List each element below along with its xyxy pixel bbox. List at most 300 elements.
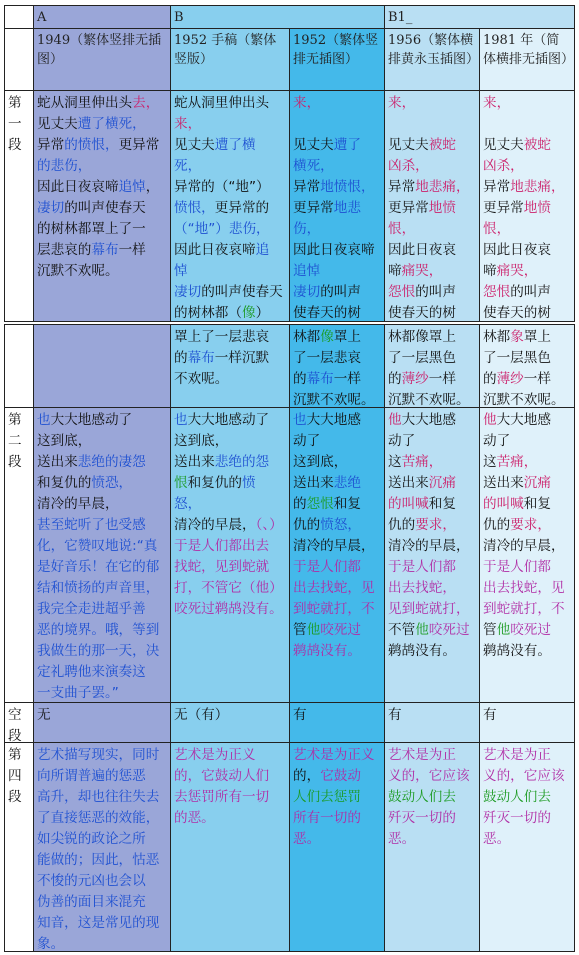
text-segment: 的愤恨， xyxy=(64,137,119,153)
text-segment: 艺术是为正 xyxy=(388,747,456,763)
text-segment: 大大地感动了 xyxy=(50,412,133,428)
text-segment: 象 xyxy=(510,329,524,345)
cell-line xyxy=(483,829,571,850)
text-segment: 怨恨 xyxy=(306,496,334,512)
text-segment: 不管 xyxy=(388,622,416,638)
cell-line xyxy=(483,808,571,829)
text-segment: 送出来 xyxy=(37,454,78,470)
text-segment: 沉痛 xyxy=(523,475,551,491)
text-segment: 向所谓普遍的惩恶 xyxy=(37,768,146,784)
cell-line xyxy=(483,348,571,369)
cell-line xyxy=(388,135,476,156)
cell-line xyxy=(174,766,286,787)
cell-line xyxy=(293,93,381,114)
text-segment: 痛哭， xyxy=(496,263,538,279)
cell-line xyxy=(37,766,167,787)
text-segment: 所有一切的 xyxy=(293,810,361,826)
cell-line xyxy=(293,829,381,850)
text-segment: 了直接惩恶的效能， xyxy=(37,810,160,826)
row-label-p2: 第二段 xyxy=(4,407,34,703)
cell-line xyxy=(37,410,167,431)
cell-line xyxy=(483,452,571,473)
p4-b1952 xyxy=(289,742,385,952)
p1cont-b1952-manuscript xyxy=(170,324,290,408)
cell-line xyxy=(388,219,476,240)
text-segment: 结和愤扬的声音里， xyxy=(37,580,160,596)
text-segment: 高升，却也往往失去 xyxy=(37,789,160,805)
text-segment: 见丈夫 xyxy=(293,137,334,153)
text-segment: 被蛇 xyxy=(428,137,456,153)
text-segment: 薄纱 xyxy=(496,371,524,387)
cell-line xyxy=(293,177,381,198)
text-segment: 的叫声使春天 xyxy=(64,200,146,216)
text-segment: 更异常 xyxy=(118,137,160,153)
text-segment: 的恶。 xyxy=(174,810,215,826)
cell-line xyxy=(293,536,381,557)
text-segment: 沉默不欢呢。 xyxy=(483,392,565,408)
cell-line xyxy=(293,431,381,452)
text-segment: 和复 xyxy=(333,496,361,512)
p2-a xyxy=(33,407,171,703)
cell-line xyxy=(37,93,167,114)
cell-line xyxy=(37,683,167,703)
cell-line xyxy=(483,745,571,766)
text-segment: 咬死过 xyxy=(428,622,470,638)
text-segment: 的叫声 xyxy=(510,284,551,300)
cell-line xyxy=(293,515,381,536)
text-segment: 死， xyxy=(174,158,202,174)
text-segment: 恨， xyxy=(483,221,511,237)
text-segment: 义的，它应该 xyxy=(483,768,565,784)
text-segment: 鼓动人们去 xyxy=(388,789,456,805)
text-segment: 啼 xyxy=(388,263,402,279)
cell-line xyxy=(174,494,286,515)
p2-b1952-manuscript xyxy=(170,407,290,703)
text-segment: 地悲 xyxy=(333,200,361,216)
text-segment: 的树林都罩上了一 xyxy=(37,221,146,237)
text-segment: 知音，这是常见的现 xyxy=(37,915,160,931)
cell-line xyxy=(388,93,476,114)
text-segment: 定礼聘他来演奏这 xyxy=(37,664,146,680)
text-segment: 蛇从洞里伸出头 xyxy=(37,95,133,111)
text-segment: 找蛇，见到蛇就 xyxy=(174,559,270,575)
text-segment: 地悲痛， xyxy=(510,179,565,195)
cell-line xyxy=(388,515,476,536)
text-segment: 恶的境界。哦，等到 xyxy=(37,622,160,638)
text-segment: 鼓动人们去 xyxy=(483,789,551,805)
cell-line xyxy=(483,135,571,156)
cell-line xyxy=(388,198,476,219)
text-segment: 痛哭， xyxy=(401,263,443,279)
text-segment: 一样 xyxy=(428,371,456,387)
text-segment: 使春天的树 xyxy=(483,305,551,321)
text-segment: 送出来 xyxy=(483,475,524,491)
cell-line xyxy=(388,766,476,787)
row-label-blank: 空段 xyxy=(4,702,34,743)
corner-cell xyxy=(4,5,34,29)
text-segment: 大大地感动了 xyxy=(187,412,270,428)
cell-line xyxy=(174,348,286,369)
cell-line xyxy=(483,369,571,390)
cell-line xyxy=(483,473,571,494)
cell-line xyxy=(37,473,167,494)
text-segment: 像 xyxy=(241,305,256,321)
text-segment: 地悲痛， xyxy=(415,179,470,195)
cell-line xyxy=(483,515,571,536)
p1-b1952 xyxy=(289,90,385,322)
text-segment: 恨， xyxy=(388,221,416,237)
cell-line xyxy=(483,327,571,348)
cell-line xyxy=(37,850,167,871)
header-col-a: A xyxy=(33,5,171,29)
text-segment: 去， xyxy=(132,95,160,111)
text-segment: 伤， xyxy=(293,221,321,237)
text-segment: 的 xyxy=(388,371,402,387)
text-segment: 这到底， xyxy=(37,433,92,449)
cell-line xyxy=(293,473,381,494)
text-segment: 恨 xyxy=(174,475,188,491)
text-segment: ， xyxy=(145,179,160,195)
cell-line xyxy=(37,177,167,198)
cell-line xyxy=(388,327,476,348)
text-segment: 罩上 xyxy=(523,329,551,345)
text-segment: 义的，它应该 xyxy=(388,768,470,784)
cell-line xyxy=(293,303,381,322)
cell-line xyxy=(174,282,286,303)
text-segment: 苦痛， xyxy=(496,454,538,470)
text-segment: 的叫声 xyxy=(320,284,361,300)
cell-line xyxy=(37,515,167,536)
cell-line xyxy=(293,240,381,261)
text-segment: 是好音乐！在它的郁 xyxy=(37,559,160,575)
text-segment: 来， xyxy=(174,116,202,132)
cell-line xyxy=(483,219,571,240)
cell-line xyxy=(174,198,286,219)
text-segment: 薄纱 xyxy=(401,371,429,387)
text-segment: 不欢呢。 xyxy=(174,371,229,387)
cell-line xyxy=(483,641,571,662)
cell-line xyxy=(37,114,167,135)
cell-line xyxy=(388,473,476,494)
cell-line xyxy=(293,198,381,219)
text-segment: 沉默不欢呢。 xyxy=(388,392,470,408)
cell-line xyxy=(293,787,381,808)
cell-line xyxy=(37,494,167,515)
text-segment: 异常的（“地”） xyxy=(174,179,270,195)
text-segment: 的叫喊 xyxy=(388,496,429,512)
cell-line xyxy=(388,557,476,578)
text-segment: 愤恐， xyxy=(91,475,133,491)
p1cont-b1956 xyxy=(384,324,480,408)
text-segment: 啼 xyxy=(483,263,497,279)
cell-line xyxy=(174,599,286,620)
text-segment: （“地”）悲伤， xyxy=(174,221,270,237)
cell-line xyxy=(37,198,167,219)
text-segment: 的，它鼓动人们 xyxy=(174,768,270,784)
p1-a xyxy=(33,90,171,322)
text-segment: 林都 xyxy=(483,329,511,345)
cell-line xyxy=(483,620,571,641)
text-segment: 像 xyxy=(320,329,334,345)
cell-line xyxy=(174,240,286,261)
text-segment: 仇的 xyxy=(293,517,321,533)
text-segment: 打，不管它（他） xyxy=(174,580,283,596)
cell-line xyxy=(293,114,381,135)
text-segment: 见丈夫 xyxy=(388,137,429,153)
text-segment: 送出来 xyxy=(388,475,429,491)
text-segment: 怒， xyxy=(174,496,202,512)
text-segment: 清冷的早晨， xyxy=(293,538,375,554)
p4-b1956 xyxy=(384,742,480,952)
cell-line xyxy=(37,808,167,829)
cell-line xyxy=(483,177,571,198)
text-segment: 愤怒， xyxy=(320,517,361,533)
text-segment: 更异常 xyxy=(293,200,334,216)
text-segment: 悼 xyxy=(174,263,188,279)
text-segment: 林都 xyxy=(293,329,321,345)
cell-line xyxy=(388,261,476,282)
text-segment: 动了 xyxy=(483,433,511,449)
text-segment: 清冷的早晨， xyxy=(174,517,256,533)
text-segment: 鹈鸪没有。 xyxy=(483,643,551,659)
text-segment: 管 xyxy=(293,622,307,638)
text-segment: 这 xyxy=(388,454,402,470)
text-segment: 送出来 xyxy=(174,454,215,470)
text-segment: 的树林都（ xyxy=(174,305,242,321)
blank-b1956: 有 xyxy=(384,702,480,743)
cell-line xyxy=(388,348,476,369)
cell-line xyxy=(483,261,571,282)
cell-line xyxy=(388,787,476,808)
cell-line xyxy=(388,431,476,452)
cell-line xyxy=(483,494,571,515)
cell-line xyxy=(174,135,286,156)
cell-line xyxy=(37,219,167,240)
cell-line xyxy=(37,452,167,473)
p4-b1981 xyxy=(479,742,575,952)
cell-line xyxy=(293,494,381,515)
text-segment: 和复仇的 xyxy=(187,475,242,491)
cell-line xyxy=(293,390,381,408)
text-segment: 甚至蛇听了也受感 xyxy=(37,517,146,533)
cell-line xyxy=(293,348,381,369)
text-segment: 更异常 xyxy=(388,200,429,216)
cell-line xyxy=(388,641,476,662)
text-segment: 的 xyxy=(174,350,188,366)
text-segment: （、） xyxy=(255,517,283,533)
text-segment: 动了 xyxy=(388,433,416,449)
text-segment: 一样沉默 xyxy=(214,350,270,366)
text-segment: 他 xyxy=(496,622,511,638)
text-segment: 罩上了一层悲哀 xyxy=(174,329,270,345)
text-segment: 伪善的面目来混充 xyxy=(37,894,146,910)
row-label-p4: 第四段 xyxy=(4,742,34,952)
text-segment: 沉默不欢呢。 xyxy=(37,263,119,279)
cell-line xyxy=(174,578,286,599)
text-segment: 使春天的树 xyxy=(388,305,456,321)
text-segment: 也 xyxy=(293,412,307,428)
cell-line xyxy=(293,557,381,578)
text-segment: 异常 xyxy=(388,179,416,195)
cell-line xyxy=(174,156,286,177)
version-1981: 1981 年（简体横排无插图） xyxy=(479,28,575,91)
text-segment: 的叫喊 xyxy=(483,496,524,512)
cell-line xyxy=(37,135,167,156)
text-segment: 的 xyxy=(293,496,307,512)
cell-line xyxy=(483,93,571,114)
text-segment: 怨恨 xyxy=(388,284,416,300)
text-segment: 他 xyxy=(388,412,402,428)
cell-line xyxy=(293,219,381,240)
cell-line xyxy=(293,766,381,787)
text-segment: 艺术是为正义 xyxy=(293,747,375,763)
text-segment: 更异常 xyxy=(483,200,524,216)
cell-line xyxy=(293,282,381,303)
text-segment: 一样 xyxy=(333,371,361,387)
cell-line xyxy=(174,369,286,390)
cell-line xyxy=(37,156,167,177)
text-segment: 的叫声使春天 xyxy=(201,284,283,300)
version-label-cell xyxy=(4,28,34,91)
text-segment: 更异常的 xyxy=(214,200,270,216)
text-segment: 这到底， xyxy=(293,454,348,470)
text-segment: 苦痛， xyxy=(401,454,443,470)
text-segment: 如尖锐的政论之所 xyxy=(37,831,146,847)
cell-line xyxy=(37,641,167,662)
text-segment: 他 xyxy=(306,622,321,638)
text-segment: 到蛇就打，不 xyxy=(483,601,565,617)
text-segment: 于是人们都出去 xyxy=(174,538,270,554)
text-segment: 追 xyxy=(255,242,270,258)
text-segment: 凄切 xyxy=(37,200,65,216)
text-segment: 要求， xyxy=(415,517,456,533)
text-segment: 的 xyxy=(293,371,307,387)
text-segment: 的， xyxy=(293,768,321,784)
text-segment: 地愤 xyxy=(428,200,456,216)
blank-a: 无 xyxy=(33,702,171,743)
cell-line xyxy=(388,303,476,322)
cell-line xyxy=(293,745,381,766)
cell-line xyxy=(388,390,476,408)
text-segment: 愤恨， xyxy=(174,200,215,216)
text-segment: 了一层悲哀 xyxy=(293,350,361,366)
text-segment: 歼灭一切的 xyxy=(388,810,456,826)
cell-line xyxy=(293,327,381,348)
cell-line xyxy=(483,240,571,261)
text-segment: 层悲哀的 xyxy=(37,242,92,258)
cell-line xyxy=(483,198,571,219)
text-segment: 蛇从洞里伸出头 xyxy=(174,95,270,111)
text-segment: 见到蛇就打， xyxy=(388,601,470,617)
text-segment: 异常 xyxy=(37,137,65,153)
text-segment: 和复 xyxy=(523,496,551,512)
cell-line xyxy=(388,177,476,198)
cell-line xyxy=(293,620,381,641)
cell-line xyxy=(388,599,476,620)
cell-line xyxy=(388,808,476,829)
cell-line xyxy=(388,240,476,261)
text-segment: 和复仇的 xyxy=(37,475,92,491)
text-segment: 林都像罩上 xyxy=(388,329,456,345)
text-segment: 艺术描写现实，同时 xyxy=(37,747,160,763)
text-segment: 它鼓动 xyxy=(320,768,361,784)
text-segment: 来， xyxy=(293,95,321,111)
text-segment: 怨恨 xyxy=(483,284,511,300)
text-segment: 歼灭一切的 xyxy=(483,810,551,826)
text-segment: 使春天的树 xyxy=(293,305,361,321)
text-segment: 鹈鸪没有。 xyxy=(293,643,361,659)
row-label-p1: 第一段 xyxy=(4,90,34,322)
text-segment: 管 xyxy=(483,622,497,638)
cell-line xyxy=(483,303,571,322)
cell-line xyxy=(174,808,286,829)
cell-line xyxy=(174,557,286,578)
text-segment: 因此日夜哀 xyxy=(388,242,456,258)
text-segment: 人们去惩罚 xyxy=(293,789,361,805)
text-segment: 追悼 xyxy=(293,263,321,279)
cell-line xyxy=(174,219,286,240)
cell-line xyxy=(37,261,167,282)
cell-line xyxy=(293,641,381,662)
text-segment: 象。 xyxy=(37,936,65,952)
text-segment: 出去找蛇， xyxy=(388,580,456,596)
text-segment: 横死， xyxy=(293,158,334,174)
cell-line xyxy=(37,829,167,850)
text-segment: 我做生的那一天，决 xyxy=(37,643,160,659)
cell-line xyxy=(37,934,167,952)
text-segment: ） xyxy=(255,305,270,321)
text-segment: 去惩罚所有一切 xyxy=(174,789,270,805)
cell-line xyxy=(483,766,571,787)
cell-line xyxy=(293,808,381,829)
text-segment: 也 xyxy=(37,412,51,428)
text-segment: 大大地感 xyxy=(496,412,551,428)
cell-line xyxy=(174,473,286,494)
cell-line xyxy=(174,410,286,431)
text-segment: 清冷的早晨， xyxy=(483,538,565,554)
cell-line xyxy=(388,536,476,557)
text-segment: 凄切 xyxy=(293,284,321,300)
p2-b1952 xyxy=(289,407,385,703)
cell-line xyxy=(483,431,571,452)
text-segment: 一支曲子罢。” xyxy=(37,685,119,701)
text-segment: 幕布 xyxy=(306,371,334,387)
cell-line xyxy=(174,452,286,473)
p2-b1956 xyxy=(384,407,480,703)
text-segment: 恶。 xyxy=(388,831,416,847)
text-segment: 沉默不欢呢。 xyxy=(293,392,375,408)
text-segment: 出去找蛇，见 xyxy=(483,580,565,596)
cell-line xyxy=(37,240,167,261)
p1-b1981 xyxy=(479,90,575,322)
text-segment: 到蛇就打，不 xyxy=(293,601,375,617)
text-segment: 地愤恨， xyxy=(320,179,375,195)
text-segment: 清冷的早晨， xyxy=(37,496,119,512)
text-segment: 异常 xyxy=(483,179,511,195)
cell-line xyxy=(483,410,571,431)
cell-line xyxy=(293,369,381,390)
cell-line xyxy=(293,410,381,431)
blank-b1952-manuscript: 无（有） xyxy=(170,702,290,743)
cell-line xyxy=(37,578,167,599)
cell-line xyxy=(483,390,571,408)
text-segment: 一样 xyxy=(118,242,146,258)
text-segment: 因此日夜哀 xyxy=(483,242,551,258)
text-segment: 艺术是为正义 xyxy=(174,747,256,763)
text-segment: 鹈鸪没有。 xyxy=(388,643,456,659)
cell-line xyxy=(174,431,286,452)
text-segment: 地愤 xyxy=(523,200,551,216)
